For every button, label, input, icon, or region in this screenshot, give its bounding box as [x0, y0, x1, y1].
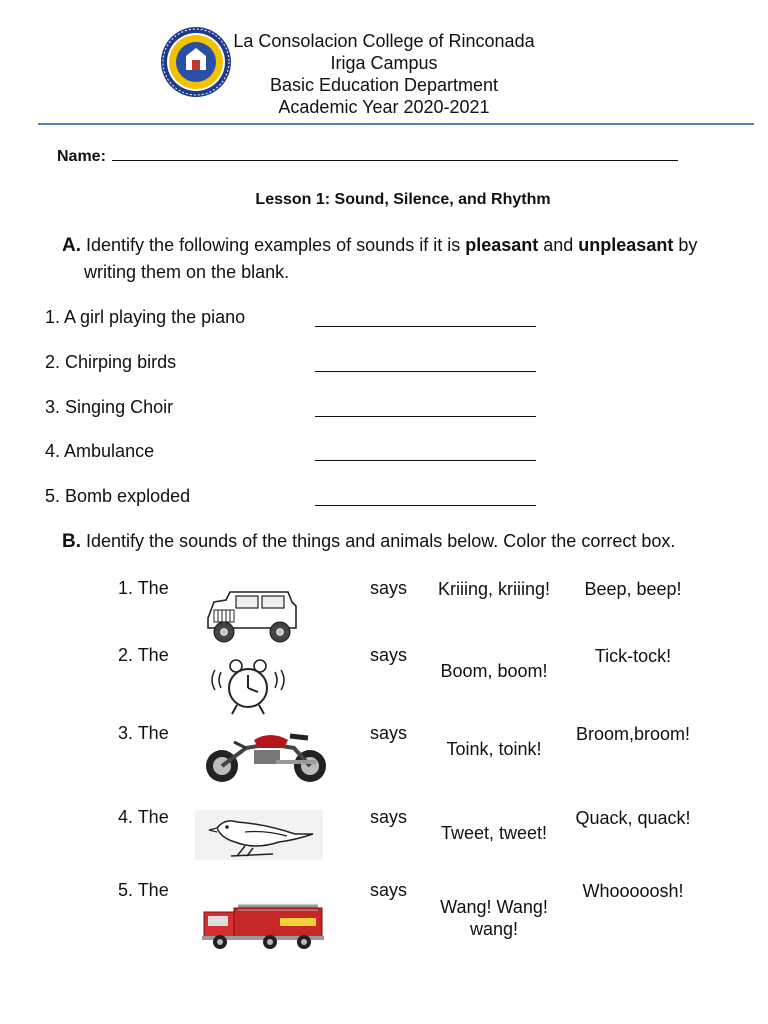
school-name: La Consolacion College of Rinconada [233, 31, 535, 51]
answer-option[interactable]: Toink, toink! [446, 739, 542, 759]
list-item: 2. Chirping birds [45, 352, 177, 372]
answer-blank[interactable] [315, 416, 536, 417]
answer-option[interactable]: Wang! Wang! wang! [440, 897, 548, 939]
header-divider [38, 123, 754, 125]
section-a-instructions: A. Identify the following examples of sounds if it is pleasant and unpleasant by writing them on the blank. [62, 235, 698, 282]
answer-option[interactable]: Whooooosh! [582, 881, 684, 901]
row-prefix: 3. The [118, 723, 169, 743]
row-prefix: 1. The [118, 578, 169, 598]
academic-year: Academic Year 2020-2021 [278, 97, 490, 117]
answer-option[interactable]: Tick-tock! [594, 646, 672, 666]
list-item: 5. Bomb exploded [45, 486, 191, 506]
section-b-letter: B. [62, 531, 81, 552]
says-label: says [370, 578, 408, 598]
answer-option[interactable]: Beep, beep! [584, 579, 682, 599]
fire-truck-icon [200, 900, 326, 955]
answer-option[interactable]: Quack, quack! [575, 808, 691, 828]
answer-option[interactable]: Kriiing, kriiing! [437, 579, 551, 599]
answer-blank[interactable] [315, 505, 536, 506]
list-item: 1. A girl playing the piano [45, 307, 246, 327]
row-prefix: 5. The [118, 880, 169, 900]
list-item: 4. Ambulance [45, 441, 155, 461]
row-prefix: 4. The [118, 807, 169, 827]
department-name: Basic Education Department [269, 75, 499, 95]
jeep-icon [200, 588, 300, 649]
answer-option[interactable]: Boom, boom! [440, 661, 548, 681]
name-blank[interactable] [112, 146, 678, 161]
name-label: Name: [57, 148, 106, 165]
bird-icon [195, 810, 323, 865]
answer-option[interactable]: Broom,broom! [575, 724, 691, 744]
answer-blank[interactable] [315, 460, 536, 461]
section-b-instructions: B. Identify the sounds of the things and animals below. Color the correct box. [62, 531, 676, 552]
answer-blank[interactable] [315, 326, 536, 327]
answer-option[interactable]: Tweet, tweet! [440, 823, 548, 843]
says-label: says [370, 807, 408, 827]
says-label: says [370, 723, 408, 743]
answer-blank[interactable] [315, 371, 536, 372]
row-prefix: 2. The [118, 645, 169, 665]
campus-name: Iriga Campus [330, 53, 438, 73]
motorcycle-icon [198, 726, 334, 789]
name-field[interactable] [57, 146, 678, 166]
section-a-letter: A. [62, 235, 81, 256]
alarm-clock-icon [205, 656, 291, 723]
says-label: says [370, 880, 408, 900]
list-item: 3. Singing Choir [45, 397, 174, 417]
lesson-title: Lesson 1: Sound, Silence, and Rhythm [255, 191, 551, 208]
says-label: says [370, 645, 408, 665]
